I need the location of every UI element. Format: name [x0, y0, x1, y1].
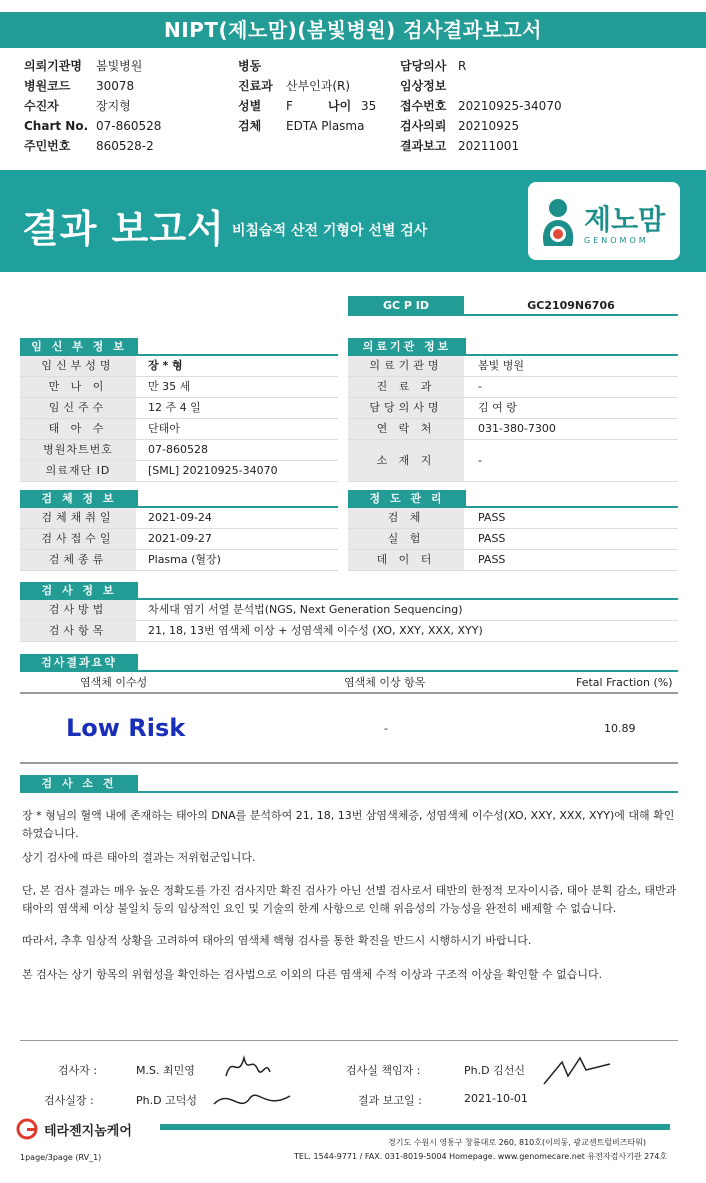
banner-title: 결과 보고서: [22, 207, 225, 251]
gcpid-value: GC2109N6706: [464, 296, 678, 316]
row-value: 봄빛 병원: [478, 359, 525, 372]
hdr-key: 병원코드: [24, 79, 71, 93]
finding-paragraph: 본 검사는 상기 항목의 위험성을 확인하는 검사법으로 이외의 다른 염색체 수적 이상과 구조적 이상을 확인할 수 없습니다.: [22, 968, 603, 981]
col-header: 염색체 이상 항목: [344, 676, 426, 689]
age-field: [328, 96, 376, 116]
table-row: [20, 440, 338, 461]
divider: [20, 1040, 678, 1041]
lab-head-label: 검사실 책임자 :: [346, 1064, 421, 1077]
row-value: 12 주 4 일: [148, 401, 201, 414]
table-row: [20, 550, 338, 571]
hdr-key: 임상정보: [400, 79, 447, 93]
page-number: 1page/3page (RV_1): [20, 1153, 102, 1162]
row-label: 만 나 이: [20, 377, 136, 397]
row-value: 만 35 세: [148, 380, 191, 393]
summary-title: 검사결과요약: [20, 654, 138, 672]
hdr-key: 접수번호: [400, 99, 447, 113]
hdr-key: 주민번호: [24, 139, 71, 153]
col-header: 염색체 이수성: [80, 676, 148, 689]
report-date-label: 결과 보고일 :: [358, 1094, 422, 1107]
abnormal-items: -: [384, 722, 388, 735]
row-value: PASS: [478, 553, 506, 566]
footer-address: 경기도 수원시 영통구 창룡대로 260, 810호(이의동, 광교센트럴비즈타워): [388, 1138, 647, 1147]
risk-result: Low Risk: [66, 714, 186, 742]
footer-line: [160, 1124, 670, 1130]
hdr-val: 860528-2: [96, 139, 154, 153]
row-value: [SML] 20210925-34070: [148, 464, 278, 477]
g-logo-icon: [16, 1118, 38, 1140]
row-label: 소 재 지: [348, 440, 464, 481]
table-row: [348, 440, 678, 482]
row-label: 태 아 수: [20, 419, 136, 439]
row-value: PASS: [478, 532, 506, 545]
hdr-val: 30078: [96, 79, 135, 93]
row-label: 연 락 처: [348, 419, 464, 439]
row-value: 김 여 랑: [478, 401, 517, 414]
gcpid-box: [348, 296, 678, 316]
table-row: [20, 600, 678, 621]
hdr-key: 검사의뢰: [400, 119, 447, 133]
hdr-key: 검체: [238, 119, 262, 133]
row-label: 실 험: [348, 529, 464, 549]
genomom-logo: [528, 182, 680, 260]
hdr-val: 산부인과(R): [286, 79, 351, 93]
row-label: 의료기관명: [348, 356, 464, 376]
row-label: 진 료 과: [348, 377, 464, 397]
table-row: [20, 398, 338, 419]
table-row: [20, 529, 338, 550]
finding-paragraph: 상기 검사에 따른 태아의 결과는 저위험군입니다.: [22, 851, 256, 864]
hdr-val: EDTA Plasma: [286, 119, 365, 133]
row-label: 병원차트번호: [20, 440, 136, 460]
director-name: Ph.D 고덕성: [136, 1094, 197, 1107]
signature-image: [222, 1050, 272, 1084]
hdr-key: 수진자: [24, 99, 59, 113]
row-label: 데 이 터: [348, 550, 464, 570]
signature-image: [540, 1050, 614, 1090]
table-row: [20, 356, 338, 377]
table-row: [20, 419, 338, 440]
row-value: Plasma (혈장): [148, 553, 221, 566]
table-row: [348, 550, 678, 571]
hdr-val: 20210925: [458, 119, 520, 133]
hdr-key: 병동: [238, 59, 262, 73]
company-name: 테라젠지놈케어: [44, 1124, 132, 1139]
table-row: [348, 398, 678, 419]
row-value: 2021-09-27: [148, 532, 212, 545]
header-col3: [400, 56, 680, 156]
report-banner: [0, 170, 706, 272]
table-row: [348, 529, 678, 550]
tester-label: 검사자 :: [58, 1064, 98, 1077]
banner-subtitle: 비침습적 산전 기형아 선별 검사: [232, 223, 428, 239]
row-label: 검체채취일: [20, 508, 136, 528]
table-row: [348, 356, 678, 377]
hdr-val: 07-860528: [96, 119, 162, 133]
finding-paragraph: 단, 본 검사 결과는 매우 높은 정확도를 가진 검사지만 확진 검사가 아닌 선별 검사로서 태반의 한정적 모자이시즘, 태아 분획 감소, 태반과 태아의 염색체 이상 불일치 등의 임상적인 요인 및 기술의 한계 사항으로 인해 위음성의 가능성을 완전히 배제할 수 없습니다.: [22, 884, 677, 915]
row-value: 단태아: [148, 422, 180, 435]
table-row: [348, 419, 678, 440]
fetal-fraction: 10.89: [604, 722, 636, 735]
report-date: 2021-10-01: [464, 1092, 528, 1105]
logo-subtext: GENOMOM: [584, 236, 649, 245]
hdr-val: 20211001: [458, 139, 520, 153]
summary-header: [20, 674, 678, 694]
hdr-key: 결과보고: [400, 139, 447, 153]
hdr-val: 봄빛병원: [96, 59, 143, 73]
row-label: 담당의사명: [348, 398, 464, 418]
hdr-key: 의뢰기관명: [24, 59, 82, 73]
age-value: 35: [361, 99, 377, 113]
director-label: 검사실장 :: [44, 1094, 94, 1107]
row-value: 07-860528: [148, 443, 208, 456]
divider: [20, 670, 678, 672]
hdr-key: 진료과: [238, 79, 273, 93]
hdr-val: F: [286, 99, 293, 113]
table-row: [20, 461, 338, 482]
qc-info-title: 정 도 관 리: [348, 490, 466, 508]
row-label: 검사접수일: [20, 529, 136, 549]
row-value: 2021-09-24: [148, 511, 212, 524]
table-row: [348, 377, 678, 398]
logo-text: 제노맘: [584, 203, 666, 236]
col-header: Fetal Fraction (%): [576, 676, 673, 689]
table-row: [20, 621, 678, 642]
row-label: 검 체: [348, 508, 464, 528]
age-label: 나이: [328, 99, 352, 113]
row-label: 검사방법: [20, 600, 136, 620]
specimen-info-title: 검 체 정 보: [20, 490, 138, 508]
row-value: -: [478, 454, 482, 467]
row-value: 차세대 염기 서열 분석법(NGS, Next Generation Sequencing): [148, 603, 463, 616]
footer-contact: TEL. 1544-9771 / FAX. 031-8019-5004 Homepage. www.genomecare.net 유전자검사기관 274호: [294, 1152, 668, 1161]
row-label: 검사항목: [20, 621, 136, 641]
clinic-info-title: 의료기관 정보: [348, 338, 466, 356]
hdr-val: 장지형: [96, 99, 131, 113]
table-row: [20, 377, 338, 398]
lab-head-name: Ph.D 김선신: [464, 1064, 525, 1077]
row-label: 의료재단 ID: [20, 461, 136, 481]
header-col1: [24, 56, 234, 156]
row-value: 21, 18, 13번 염색체 이상 + 성염색체 이수성 (XO, XXY, XXX, XYY): [148, 624, 483, 637]
hdr-key: 담당의사: [400, 59, 447, 73]
row-value: -: [478, 380, 482, 393]
summary-row: [20, 696, 678, 764]
finding-paragraph: 따라서, 추후 임상적 상황을 고려하여 태아의 염색체 핵형 검사를 통한 확진을 반드시 시행하시기 바랍니다.: [22, 934, 532, 947]
row-label: 임신부성명: [20, 356, 136, 376]
findings-title: 검 사 소 견: [20, 775, 138, 793]
test-info-title: 검 사 정 보: [20, 582, 138, 600]
row-value: 031-380-7300: [478, 422, 556, 435]
hdr-val: R: [458, 59, 467, 73]
page-title: NIPT(제노맘)(봄빛병원) 검사결과보고서: [0, 12, 706, 48]
row-label: 검체종류: [20, 550, 136, 570]
hdr-key: 성별: [238, 99, 262, 113]
hdr-val: 20210925-34070: [458, 99, 562, 113]
row-value: 장 * 형: [148, 359, 183, 372]
row-value: PASS: [478, 511, 506, 524]
divider: [20, 791, 678, 793]
signature-image: [210, 1084, 294, 1120]
table-row: [20, 508, 338, 529]
pregnant-info-title: 임 신 부 정 보: [20, 338, 138, 356]
finding-paragraph: 장 * 형님의 혈액 내에 존재하는 태아의 DNA를 분석하여 21, 18, 13번 삼염색체증, 성염색체 이수성(XO, XXY, XXX, XYY)에 대해 확인하였습니다.: [22, 809, 675, 840]
dna-mother-icon: [536, 194, 580, 250]
table-row: [348, 508, 678, 529]
row-label: 임신주수: [20, 398, 136, 418]
hdr-key: Chart No.: [24, 119, 89, 133]
gcpid-label: GC P ID: [348, 296, 464, 316]
tester-name: M.S. 최민영: [136, 1064, 195, 1077]
